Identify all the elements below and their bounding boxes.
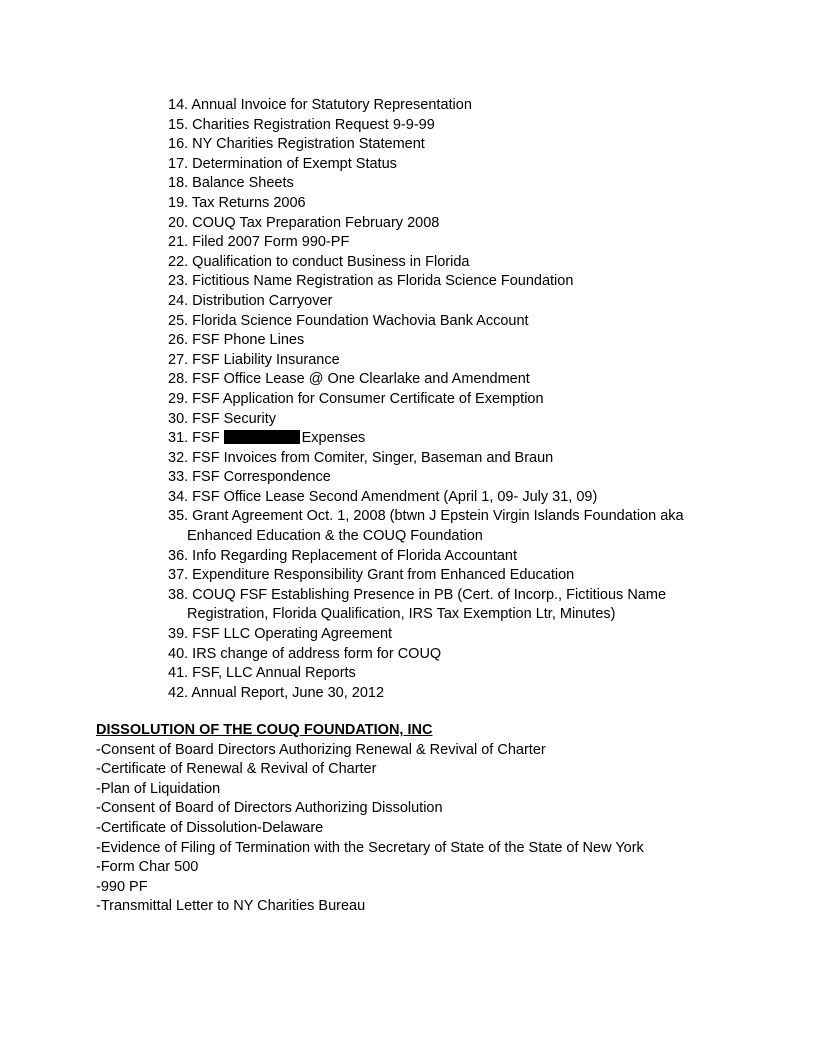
dissolution-list	[96, 741, 736, 917]
list-item: 37. Expenditure Responsibility Grant from Enhanced Education	[168, 567, 575, 584]
item-35-line1: 35. Grant Agreement Oct. 1, 2008 (btwn J Epstein Virgin Islands Foundation aka	[168, 508, 684, 525]
list-item: 21. Filed 2007 Form 990-PF	[168, 234, 350, 251]
list-item: 18. Balance Sheets	[168, 175, 294, 192]
item-38-line1: 38. COUQ FSF Establishing Presence in PB (Cert. of Incorp., Fictitious Name	[168, 586, 667, 603]
list-item: -Plan of Liquidation	[96, 780, 221, 797]
list-item: 33. FSF Correspondence	[168, 469, 331, 486]
list-item: 23. Fictitious Name Registration as Florida Science Foundation	[168, 273, 574, 290]
list-item: 30. FSF Security	[168, 410, 276, 427]
list-item: 16. NY Charities Registration Statement	[168, 136, 425, 153]
list-item: -Certificate of Renewal & Revival of Charter	[96, 761, 377, 778]
list-item-multiline	[168, 586, 728, 625]
list-item: 20. COUQ Tax Preparation February 2008	[168, 214, 440, 231]
list-item: 19. Tax Returns 2006	[168, 194, 306, 211]
list-item: 39. FSF LLC Operating Agreement	[168, 626, 393, 643]
list-item: -Form Char 500	[96, 859, 199, 876]
list-item: 27. FSF Liability Insurance	[168, 351, 340, 368]
list-item-multiline	[168, 507, 728, 546]
list-item: 22. Qualification to conduct Business in Florida	[168, 253, 470, 270]
item-35-line2: Enhanced Education & the COUQ Foundation	[187, 528, 483, 545]
section-title: DISSOLUTION OF THE COUQ FOUNDATION, INC	[96, 722, 433, 738]
item-31-suffix: Expenses	[301, 430, 366, 447]
list-item: 26. FSF Phone Lines	[168, 332, 305, 349]
list-item: -990 PF	[96, 878, 148, 895]
list-item: 41. FSF, LLC Annual Reports	[168, 665, 356, 682]
list-item: 34. FSF Office Lease Second Amendment (April 1, 09- July 31, 09)	[168, 488, 598, 505]
list-item: 14. Annual Invoice for Statutory Representation	[168, 97, 472, 113]
list-item: 40. IRS change of address form for COUQ	[168, 645, 442, 662]
item-38-line2: Registration, Florida Qualification, IRS Tax Exemption Ltr, Minutes)	[187, 606, 616, 623]
list-item: 25. Florida Science Foundation Wachovia Bank Account	[168, 312, 529, 329]
list-item: 29. FSF Application for Consumer Certificate of Exemption	[168, 390, 544, 407]
list-item: -Consent of Board Directors Authorizing Renewal & Revival of Charter	[96, 741, 546, 758]
list-item-redacted	[168, 429, 728, 449]
list-item: 28. FSF Office Lease @ One Clearlake and Amendment	[168, 371, 530, 388]
list-item: 17. Determination of Exempt Status	[168, 155, 397, 172]
list-item: 36. Info Regarding Replacement of Florida Accountant	[168, 547, 518, 564]
list-item: -Consent of Board of Directors Authorizing Dissolution	[96, 800, 443, 817]
list-item: -Evidence of Filing of Termination with the Secretary of State of the State of New York	[96, 839, 644, 856]
list-item: -Certificate of Dissolution-Delaware	[96, 819, 324, 836]
item-31-prefix: 31. FSF	[168, 430, 220, 447]
numbered-item-list	[168, 96, 728, 703]
list-item: 24. Distribution Carryover	[168, 292, 333, 309]
redaction-bar	[224, 430, 300, 444]
list-item: 32. FSF Invoices from Comiter, Singer, Baseman and Braun	[168, 449, 554, 466]
list-item: 42. Annual Report, June 30, 2012	[168, 684, 385, 701]
list-item: 15. Charities Registration Request 9-9-99	[168, 116, 435, 133]
dissolution-section	[96, 721, 736, 917]
list-item: -Transmittal Letter to NY Charities Bureau	[96, 898, 366, 915]
